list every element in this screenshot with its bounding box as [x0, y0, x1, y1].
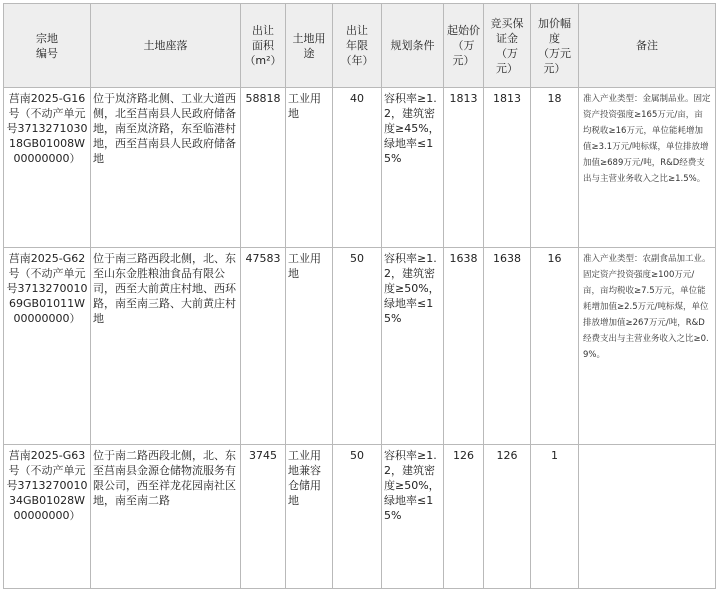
header-remarks	[579, 4, 716, 88]
cell-plot-id: 莒南2025-G62号（不动产单元号371327001069GB01011W00000000）	[4, 248, 91, 445]
cell-conditions: 容积率≥1.2，建筑密度≥50%，绿地率≤15%	[382, 248, 444, 445]
header-increment-text: 加价幅 度 （万元 元）	[538, 16, 571, 75]
cell-deposit: 1638	[484, 248, 531, 445]
header-area	[241, 4, 286, 88]
cell-location: 位于岚济路北侧、工业大道西侧，北至莒南县人民政府储备地，南至岚济路，东至临港村地，西至莒南县人民政府储备地	[91, 88, 241, 248]
header-plot-id-text: 宗地 编号	[36, 31, 58, 60]
header-remarks-text: 备注	[636, 39, 658, 52]
cell-location: 位于南三路西段北侧，北、东至山东金胜粮油食品有限公司，西至大前黄庄村地、西环路，南至南三路、大前黄庄村地	[91, 248, 241, 445]
table-header	[4, 4, 716, 88]
cell-start-price: 1813	[444, 88, 484, 248]
header-row	[4, 4, 716, 88]
header-increment	[531, 4, 579, 88]
land-auction-table	[3, 3, 716, 589]
cell-plot-id: 莒南2025-G16号（不动产单元号371327103018GB01008W00000000）	[4, 88, 91, 248]
header-conditions-text: 规划条件	[390, 39, 435, 52]
header-deposit	[484, 4, 531, 88]
header-start-price-text: 起始价 （万 元）	[447, 24, 480, 67]
cell-location: 位于南二路西段北侧，北、东至莒南县金源仓储物流服务有限公司，西至祥龙花园南社区地，南至南二路	[91, 445, 241, 589]
table-row	[4, 445, 716, 589]
cell-start-price: 1638	[444, 248, 484, 445]
header-plot-id	[4, 4, 91, 88]
cell-term: 40	[333, 88, 382, 248]
table-row	[4, 88, 716, 248]
header-area-text: 出让 面积 （m²）	[244, 24, 282, 67]
table-row	[4, 248, 716, 445]
cell-deposit: 126	[484, 445, 531, 589]
cell-area: 58818	[241, 88, 286, 248]
header-conditions	[382, 4, 444, 88]
header-term-text: 出让 年限 （年）	[340, 24, 374, 67]
cell-remarks: 准入产业类型：金属制品业。固定资产投资强度≥165万元/亩，亩均税收≥16万元，单位能耗增加值≥3.1万元/吨标煤，单位排放增加值≥689万元/吨，R&D经费支出与主营业务收入之比≥1.5%。	[579, 88, 716, 248]
cell-term: 50	[333, 248, 382, 445]
cell-use: 工业用地	[286, 88, 333, 248]
cell-start-price: 126	[444, 445, 484, 589]
table-body	[4, 88, 716, 589]
cell-term: 50	[333, 445, 382, 589]
cell-area: 47583	[241, 248, 286, 445]
cell-increment: 16	[531, 248, 579, 445]
header-deposit-text: 竞买保 证金 （万 元）	[490, 16, 524, 75]
cell-conditions: 容积率≥1.2，建筑密度≥50%，绿地率≤15%	[382, 445, 444, 589]
header-use-text: 土地用 途	[292, 31, 326, 60]
cell-increment: 1	[531, 445, 579, 589]
cell-increment: 18	[531, 88, 579, 248]
header-start-price	[444, 4, 484, 88]
cell-area: 3745	[241, 445, 286, 589]
cell-remarks	[579, 445, 716, 589]
cell-use: 工业用地	[286, 248, 333, 445]
header-location	[91, 4, 241, 88]
header-term	[333, 4, 382, 88]
cell-remarks: 准入产业类型：农副食品加工业。固定资产投资强度≥100万元/亩，亩均税收≥7.5万元，单位能耗增加值≥2.5万元/吨标煤，单位排放增加值≥267万元/吨，R&D经费支出与主营业务收入之比≥0.9%。	[579, 248, 716, 445]
cell-deposit: 1813	[484, 88, 531, 248]
cell-conditions: 容积率≥1.2，建筑密度≥45%，绿地率≤15%	[382, 88, 444, 248]
cell-plot-id: 莒南2025-G63号（不动产单元号371327001034GB01028W00000000）	[4, 445, 91, 589]
land-auction-table-wrapper	[3, 3, 716, 589]
header-use	[286, 4, 333, 88]
cell-use: 工业用地兼容仓储用地	[286, 445, 333, 589]
header-location-text: 土地座落	[143, 39, 188, 52]
